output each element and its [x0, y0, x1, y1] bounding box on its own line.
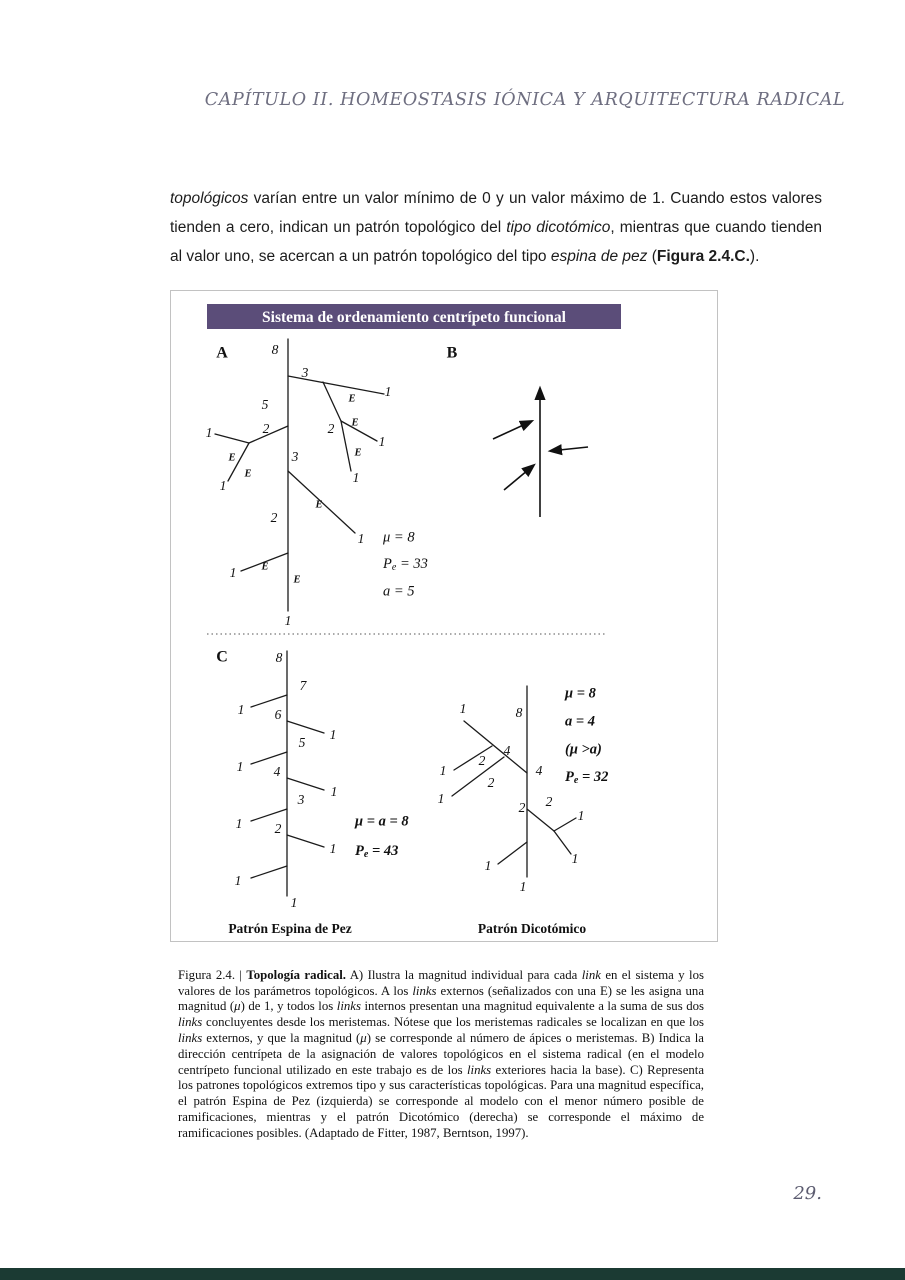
diagram-label: 8 [515, 705, 523, 721]
diagram-label: 2 [478, 753, 486, 769]
diagram-label: 1 [329, 841, 337, 857]
text-segment: μ [360, 1030, 367, 1045]
diagram-label: 1 [205, 425, 213, 441]
page-number: 29. [793, 1183, 822, 1204]
diagram-label: 4 [535, 763, 543, 779]
diagram-label: 1 [237, 702, 245, 718]
diagram-label: E [293, 574, 301, 586]
diagram-label: 4 [273, 764, 281, 780]
text-segment: topológicos [170, 189, 249, 207]
diagram-label: 1 [284, 613, 292, 629]
diagram-label: 3 [291, 449, 299, 465]
diagram-label: 2 [545, 794, 553, 810]
diagram-label: $P_e = 33$ [383, 556, 428, 574]
diagram-label: 1 [235, 816, 243, 832]
diagram-label: E [315, 499, 323, 511]
diagram-label: A [216, 344, 228, 362]
diagram-label: 2 [262, 421, 270, 437]
text-segment: externos (señalizados con una E) se les asigna una magnitud ( [178, 983, 704, 1014]
diagram-label: 1 [219, 478, 227, 494]
figure-box [170, 290, 718, 942]
diagram-line [251, 752, 287, 764]
diagram-arrow [504, 465, 534, 490]
diagram-line [341, 421, 377, 441]
diagram-label: E [244, 468, 252, 480]
text-segment: μ [234, 999, 241, 1014]
diagram-label: 3 [297, 792, 305, 808]
diagram-label: E [228, 452, 236, 464]
diagram-label: E [348, 393, 356, 405]
text-segment: link [581, 967, 601, 982]
diagram-label: C [216, 648, 228, 666]
text-segment: ) de 1, y todos los [240, 999, 337, 1014]
diagram-label: 3 [301, 365, 309, 381]
diagram-label: 8 [275, 650, 283, 666]
text-segment: ) se corresponde al número de ápices o meristemas. B) Indica la dirección centrípeta de la asignación de valores topológicos en el sistema radical (en el modelo centrípeto funcional utilizado en este trabajo es de los [178, 1030, 704, 1077]
text-segment: ( [647, 247, 657, 265]
diagram-label: 1 [330, 784, 338, 800]
diagram-label: 1 [439, 763, 447, 779]
diagram-label: 1 [484, 858, 492, 874]
chapter-header: CAPÍTULO II. HOMEOSTASIS IÓNICA Y ARQUITECTURA RADICAL [204, 90, 846, 110]
diagram-label: 2 [518, 800, 526, 816]
diagram-label: 1 [290, 895, 298, 911]
text-segment: links [412, 983, 437, 998]
text-segment: links [336, 999, 361, 1014]
diagram-label: B [446, 344, 458, 362]
text-segment: externos, y que la magnitud ( [202, 1030, 361, 1045]
diagram-label: 1 [329, 727, 337, 743]
diagram-label: 2 [487, 775, 495, 791]
diagram-label: 5 [298, 735, 306, 751]
diagram-label: 2 [274, 821, 282, 837]
diagram-label: 1 [357, 531, 365, 547]
diagram-label: a = 4 [565, 713, 596, 730]
diagram-line [251, 866, 287, 878]
figure-diagram [171, 331, 717, 941]
text-segment: internos presentan una magnitud equivalente a la suma de sus dos [360, 999, 704, 1014]
diagram-line [554, 831, 571, 854]
diagram-line [464, 721, 527, 773]
body-paragraph [170, 184, 822, 271]
diagram-label: μ = 8 [383, 529, 415, 546]
diagram-label: 1 [519, 879, 527, 895]
figure-banner-title: Sistema de ordenamiento centrípeto funcional [207, 304, 621, 329]
text-segment: A) Ilustra la magnitud individual para cada [345, 967, 582, 982]
diagram-label: 1 [384, 384, 392, 400]
diagram-line [498, 842, 527, 864]
diagram-line [341, 421, 351, 471]
diagram-line [287, 721, 324, 733]
diagram-label: μ = a = 8 [355, 813, 409, 830]
diagram-line [554, 818, 576, 831]
text-segment: links [466, 1062, 492, 1077]
diagram-label: a = 5 [383, 583, 415, 600]
figure-caption [178, 968, 704, 1142]
diagram-label: (μ >a) [565, 741, 602, 758]
diagram-label: 1 [571, 851, 579, 867]
diagram-label: 1 [236, 759, 244, 775]
diagram-label: 2 [270, 510, 278, 526]
diagram-label: 5 [261, 397, 269, 413]
pattern-label: Patrón Dicotómico [477, 921, 587, 937]
text-segment: tipo dicotómico [506, 218, 611, 236]
diagram-label: E [351, 417, 359, 429]
diagram-label: E [261, 561, 269, 573]
text-segment: concluyentes desde los meristemas. Nótese que los meristemas radicales se localizan en que los [202, 1015, 704, 1030]
diagram-line [323, 382, 341, 421]
text-segment: links [178, 1030, 203, 1045]
diagram-label: 6 [274, 707, 282, 723]
pattern-label: Patrón Espina de Pez [228, 921, 352, 937]
diagram-label: 1 [378, 434, 386, 450]
text-segment: Figura 2.4.C. [656, 247, 750, 265]
bottom-bar [0, 1268, 905, 1280]
diagram-label: 7 [299, 678, 307, 694]
diagram-label: 1 [234, 873, 242, 889]
text-segment: Figura 2.4. | [178, 967, 247, 982]
diagram-line [527, 809, 554, 831]
text-segment: , mientras que cuando tienden al valor uno, se acercan a un patrón topológico del tipo [170, 218, 822, 265]
diagram-label: μ = 8 [565, 685, 596, 702]
diagram-line [287, 835, 324, 847]
diagram-label: $P_e = 43$ [355, 843, 399, 861]
text-segment: exteriores hacia la base). C) Representa los patrones topológicos extremos tipo y sus características topológicas. Para una magnitud específica, el patrón Espina de Pez (izquierda) se corresponde al modelo con el menor número posible de ramificaciones, mientras y el patrón Dicotómico (derecha) se corresponde el máximo de ramificaciones posibles. (Adaptado de Fitter, 1987, Berntson, 1997). [178, 1062, 705, 1140]
diagram-label: 1 [229, 565, 237, 581]
diagram-label: 8 [271, 342, 279, 358]
diagram-label: E [354, 447, 362, 459]
text-segment: Topología radical. [246, 967, 346, 982]
diagram-label: $P_e = 32$ [565, 769, 609, 787]
diagram-arrow [550, 447, 588, 451]
diagram-line [215, 434, 249, 443]
diagram-line [251, 695, 287, 707]
text-segment: varían entre un valor mínimo de 0 y un valor máximo de 1. Cuando estos valores tienden a cero, indican un patrón topológico del [170, 189, 822, 236]
diagram-line [251, 809, 287, 821]
diagram-label: 1 [352, 470, 360, 486]
diagram-label: 1 [459, 701, 467, 717]
diagram-line [454, 746, 492, 770]
diagram-label: 2 [327, 421, 335, 437]
text-segment: en el sistema y los valores de los parámetros topológicos. A los [178, 967, 704, 998]
diagram-arrow [493, 421, 532, 439]
text-segment: links [178, 1015, 203, 1030]
text-segment: ). [749, 247, 760, 265]
diagram-line [287, 778, 324, 790]
diagram-label: 1 [577, 808, 585, 824]
diagram-label: 4 [503, 743, 511, 759]
text-segment: espina de pez [550, 247, 648, 265]
diagram-label: 1 [437, 791, 445, 807]
